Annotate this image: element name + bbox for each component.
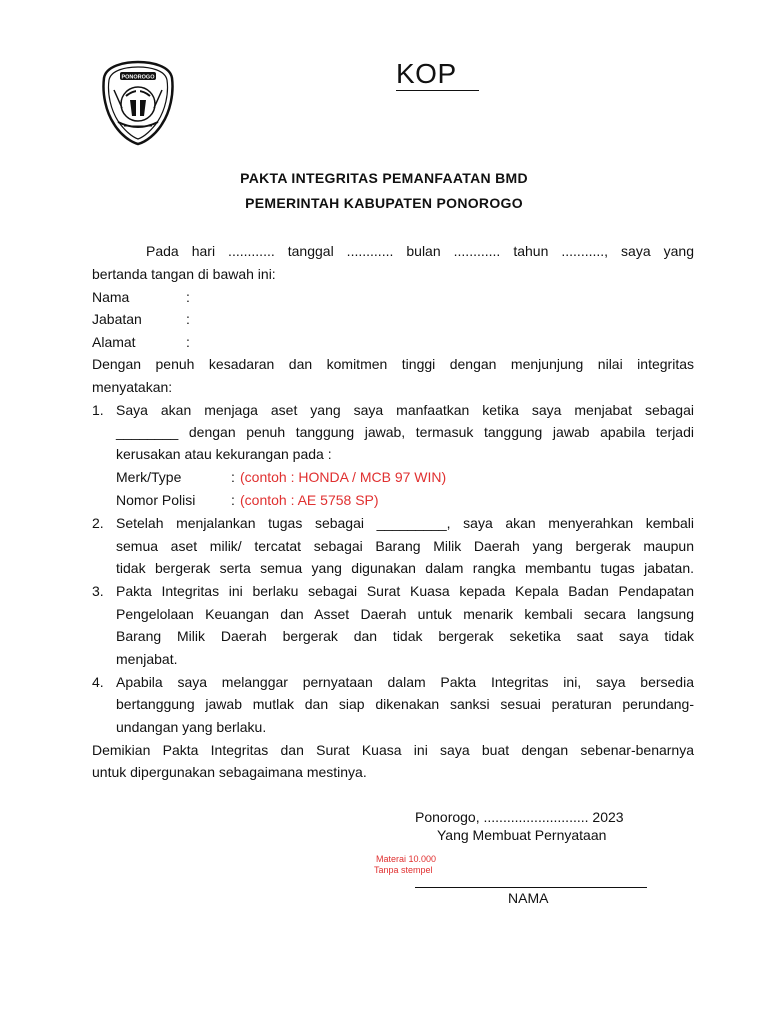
document-title: PAKTA INTEGRITAS PEMANFAATAN BMD xyxy=(240,170,528,186)
identity-sep: : xyxy=(186,311,190,327)
identity-label: Nama xyxy=(92,289,130,305)
field-label: Merk/Type xyxy=(116,469,182,485)
list-item-line: Setelah menjalankan tugas sebagai _________, saya akan menyerahkan kembali xyxy=(116,515,694,531)
list-item-line: Pakta Integritas ini berlaku sebagai Surat Kuasa kepada Kepala Badan Pendapatan xyxy=(116,583,694,599)
identity-sep: : xyxy=(186,289,190,305)
closing-line: Demikian Pakta Integritas dan Surat Kuasa ini saya buat dengan sebenar-benarnya xyxy=(92,742,694,758)
document-subtitle: PEMERINTAH KABUPATEN PONOROGO xyxy=(245,195,523,211)
kop-heading: KOP xyxy=(396,58,479,91)
list-item-line: ________ dengan penuh tanggung jawab, termasuk tanggung jawab apabila terjadi xyxy=(116,424,694,440)
statement-line: menyatakan: xyxy=(92,379,173,395)
signer-name: NAMA xyxy=(508,890,549,906)
list-number: 1. xyxy=(92,402,104,418)
list-item-line: Barang Milik Daerah bergerak dan tidak bergerak seketika saat saya tidak xyxy=(116,628,694,644)
intro-line: Pada hari ............ tanggal ............ bulan ............ tahun ..........., saya yang xyxy=(146,243,694,259)
intro-line: bertanda tangan di bawah ini: xyxy=(92,266,276,282)
closing-line: untuk dipergunakan sebagaimana mestinya. xyxy=(92,764,367,780)
list-item-line: Saya akan menjaga aset yang saya manfaatkan ketika saya menjabat sebagai xyxy=(116,402,694,418)
field-example: (contoh : AE 5758 SP) xyxy=(240,492,379,508)
list-item-line: menjabat. xyxy=(116,651,178,667)
identity-label: Alamat xyxy=(92,334,136,350)
place-date: Ponorogo, ........................... 2023 xyxy=(415,809,624,825)
field-sep: : xyxy=(231,492,235,508)
field-label: Nomor Polisi xyxy=(116,492,196,508)
list-item-line: kerusakan atau kekurangan pada : xyxy=(116,446,332,462)
field-example: (contoh : HONDA / MCB 97 WIN) xyxy=(240,469,447,485)
field-sep: : xyxy=(231,469,235,485)
list-number: 2. xyxy=(92,515,104,531)
list-item-line: Apabila saya melanggar pernyataan dalam Pakta Integritas ini, saya bersedia xyxy=(116,674,694,690)
list-number: 4. xyxy=(92,674,104,690)
list-item-line: bertanggung jawab mutlak dan siap dikenakan sanksi sesuai peraturan perundang- xyxy=(116,696,694,712)
list-item-line: tidak bergerak serta semua yang digunakan dalam rangka membantu tugas jabatan. xyxy=(116,560,694,576)
svg-text:PONOROGO: PONOROGO xyxy=(121,74,155,81)
identity-label: Jabatan xyxy=(92,311,142,327)
maker-label: Yang Membuat Pernyataan xyxy=(437,827,607,843)
list-item-line: undangan yang berlaku. xyxy=(116,719,267,735)
stamp-note: Tanpa stempel xyxy=(374,865,433,875)
statement-line: Dengan penuh kesadaran dan komitmen tinggi dengan menjunjung nilai integritas xyxy=(92,356,694,372)
list-item-line: semua aset milik/ tercatat sebagai Barang Milik Daerah yang bergerak maupun xyxy=(116,538,694,554)
identity-sep: : xyxy=(186,334,190,350)
list-item-line: Pengelolaan Keuangan dan Asset Daerah untuk menarik kembali secara langsung xyxy=(116,606,694,622)
ponorogo-regency-emblem-icon xyxy=(100,60,176,146)
materai-note: Materai 10.000 xyxy=(376,854,437,864)
list-number: 3. xyxy=(92,583,104,599)
